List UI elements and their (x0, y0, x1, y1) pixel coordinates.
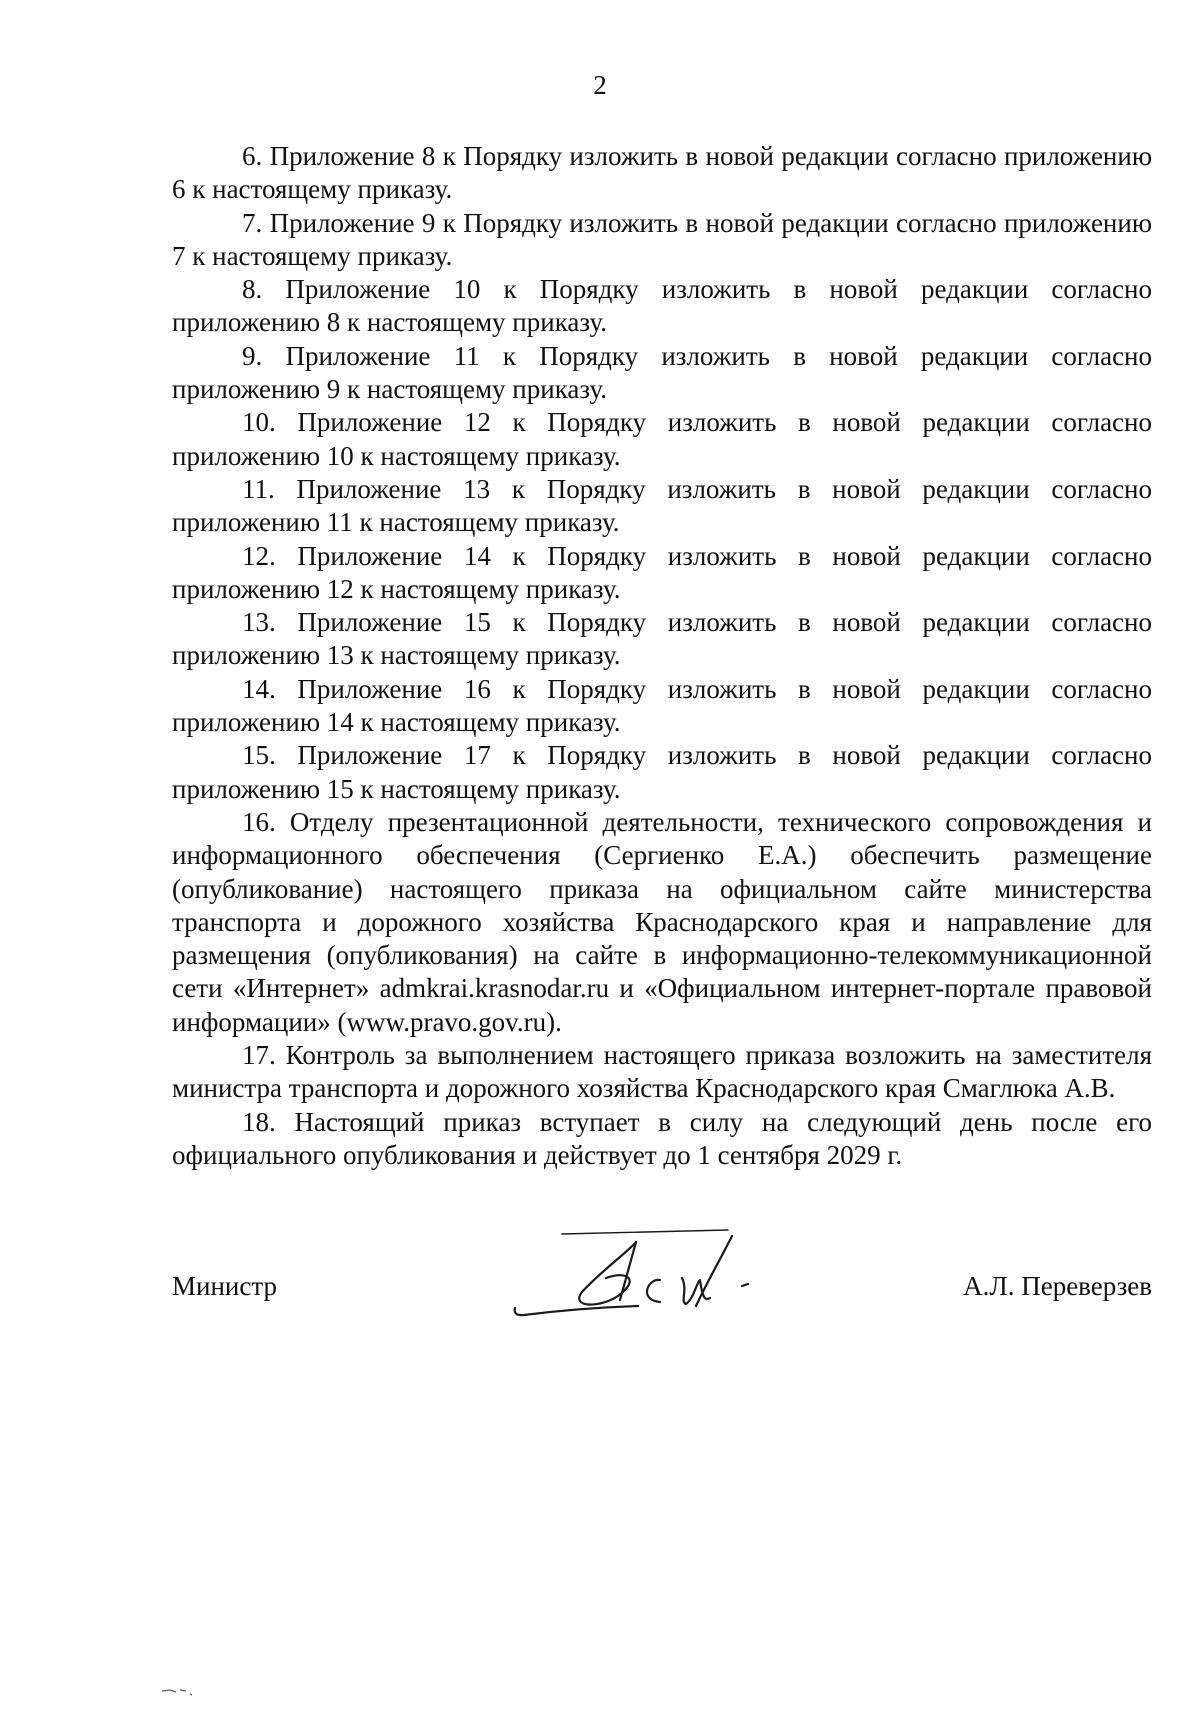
paragraph-item-11: 11. Приложение 13 к Порядку изложить в новой редакции согласно приложению 11 к настоящему приказу. (172, 473, 1152, 538)
paragraph-item-17: 17. Контроль за выполнением настоящего приказа возложить на заместителя министра транспорта и дорожного хозяйства Краснодарского края Смаглюка А.В. (172, 1040, 1152, 1104)
paragraph-item-7: 7. Приложение 9 к Порядку изложить в новой редакции согласно приложению 7 к настоящему приказу. (172, 207, 1152, 271)
paragraph-item-18: 18. Настоящий приказ вступает в силу на следующий день после его официального опубликования и действует до 1 сентября 2029 г. (172, 1106, 1152, 1170)
signatory-name: А.Л. Переверзев (963, 1271, 1152, 1301)
signatory-position: Министр (172, 1271, 277, 1301)
document-body (172, 140, 1152, 1172)
paragraph-item-8: 8. Приложение 10 к Порядку изложить в новой редакции согласно приложению 8 к настоящему приказу. (172, 274, 1152, 338)
paragraph-item-6: 6. Приложение 8 к Порядку изложить в новой редакции согласно приложению 6 к настоящему приказу. (172, 141, 1152, 205)
paragraph-item-15: 15. Приложение 17 к Порядку изложить в новой редакции согласно приложению 15 к настоящему приказу. (172, 740, 1152, 804)
page-number: 2 (593, 70, 607, 100)
scan-artifact (160, 1685, 200, 1697)
paragraph-item-14: 14. Приложение 16 к Порядку изложить в новой редакции согласно приложению 14 к настоящему приказу. (172, 673, 1152, 738)
paragraph-item-16: 16. Отделу презентационной деятельности, технического сопровождения и информационного обеспечения (Сергиенко Е.А.) обеспечить размещение (опубликование) настоящего приказа на официальном сайте министерства транспорта и дорожного хозяйства Краснодарского края и направление для размещения (опубликования) на сайте в информационно-телекоммуникационной сети «Интернет» admkrai.krasnodar.ru и «Официальном интернет-портале правовой информации» (www.pravo.gov.ru). (172, 806, 1152, 1037)
paragraph-item-12: 12. Приложение 14 к Порядку изложить в новой редакции согласно приложению 12 к настоящему приказу. (172, 540, 1152, 604)
signature-block (172, 1270, 1152, 1310)
paragraph-item-9: 9. Приложение 11 к Порядку изложить в новой редакции согласно приложению 9 к настоящему приказу. (172, 340, 1152, 405)
paragraph-item-13: 13. Приложение 15 к Порядку изложить в новой редакции согласно приложению 13 к настоящему приказу. (172, 607, 1152, 671)
paragraph-item-10: 10. Приложение 12 к Порядку изложить в новой редакции согласно приложению 10 к настоящему приказу. (172, 407, 1152, 471)
